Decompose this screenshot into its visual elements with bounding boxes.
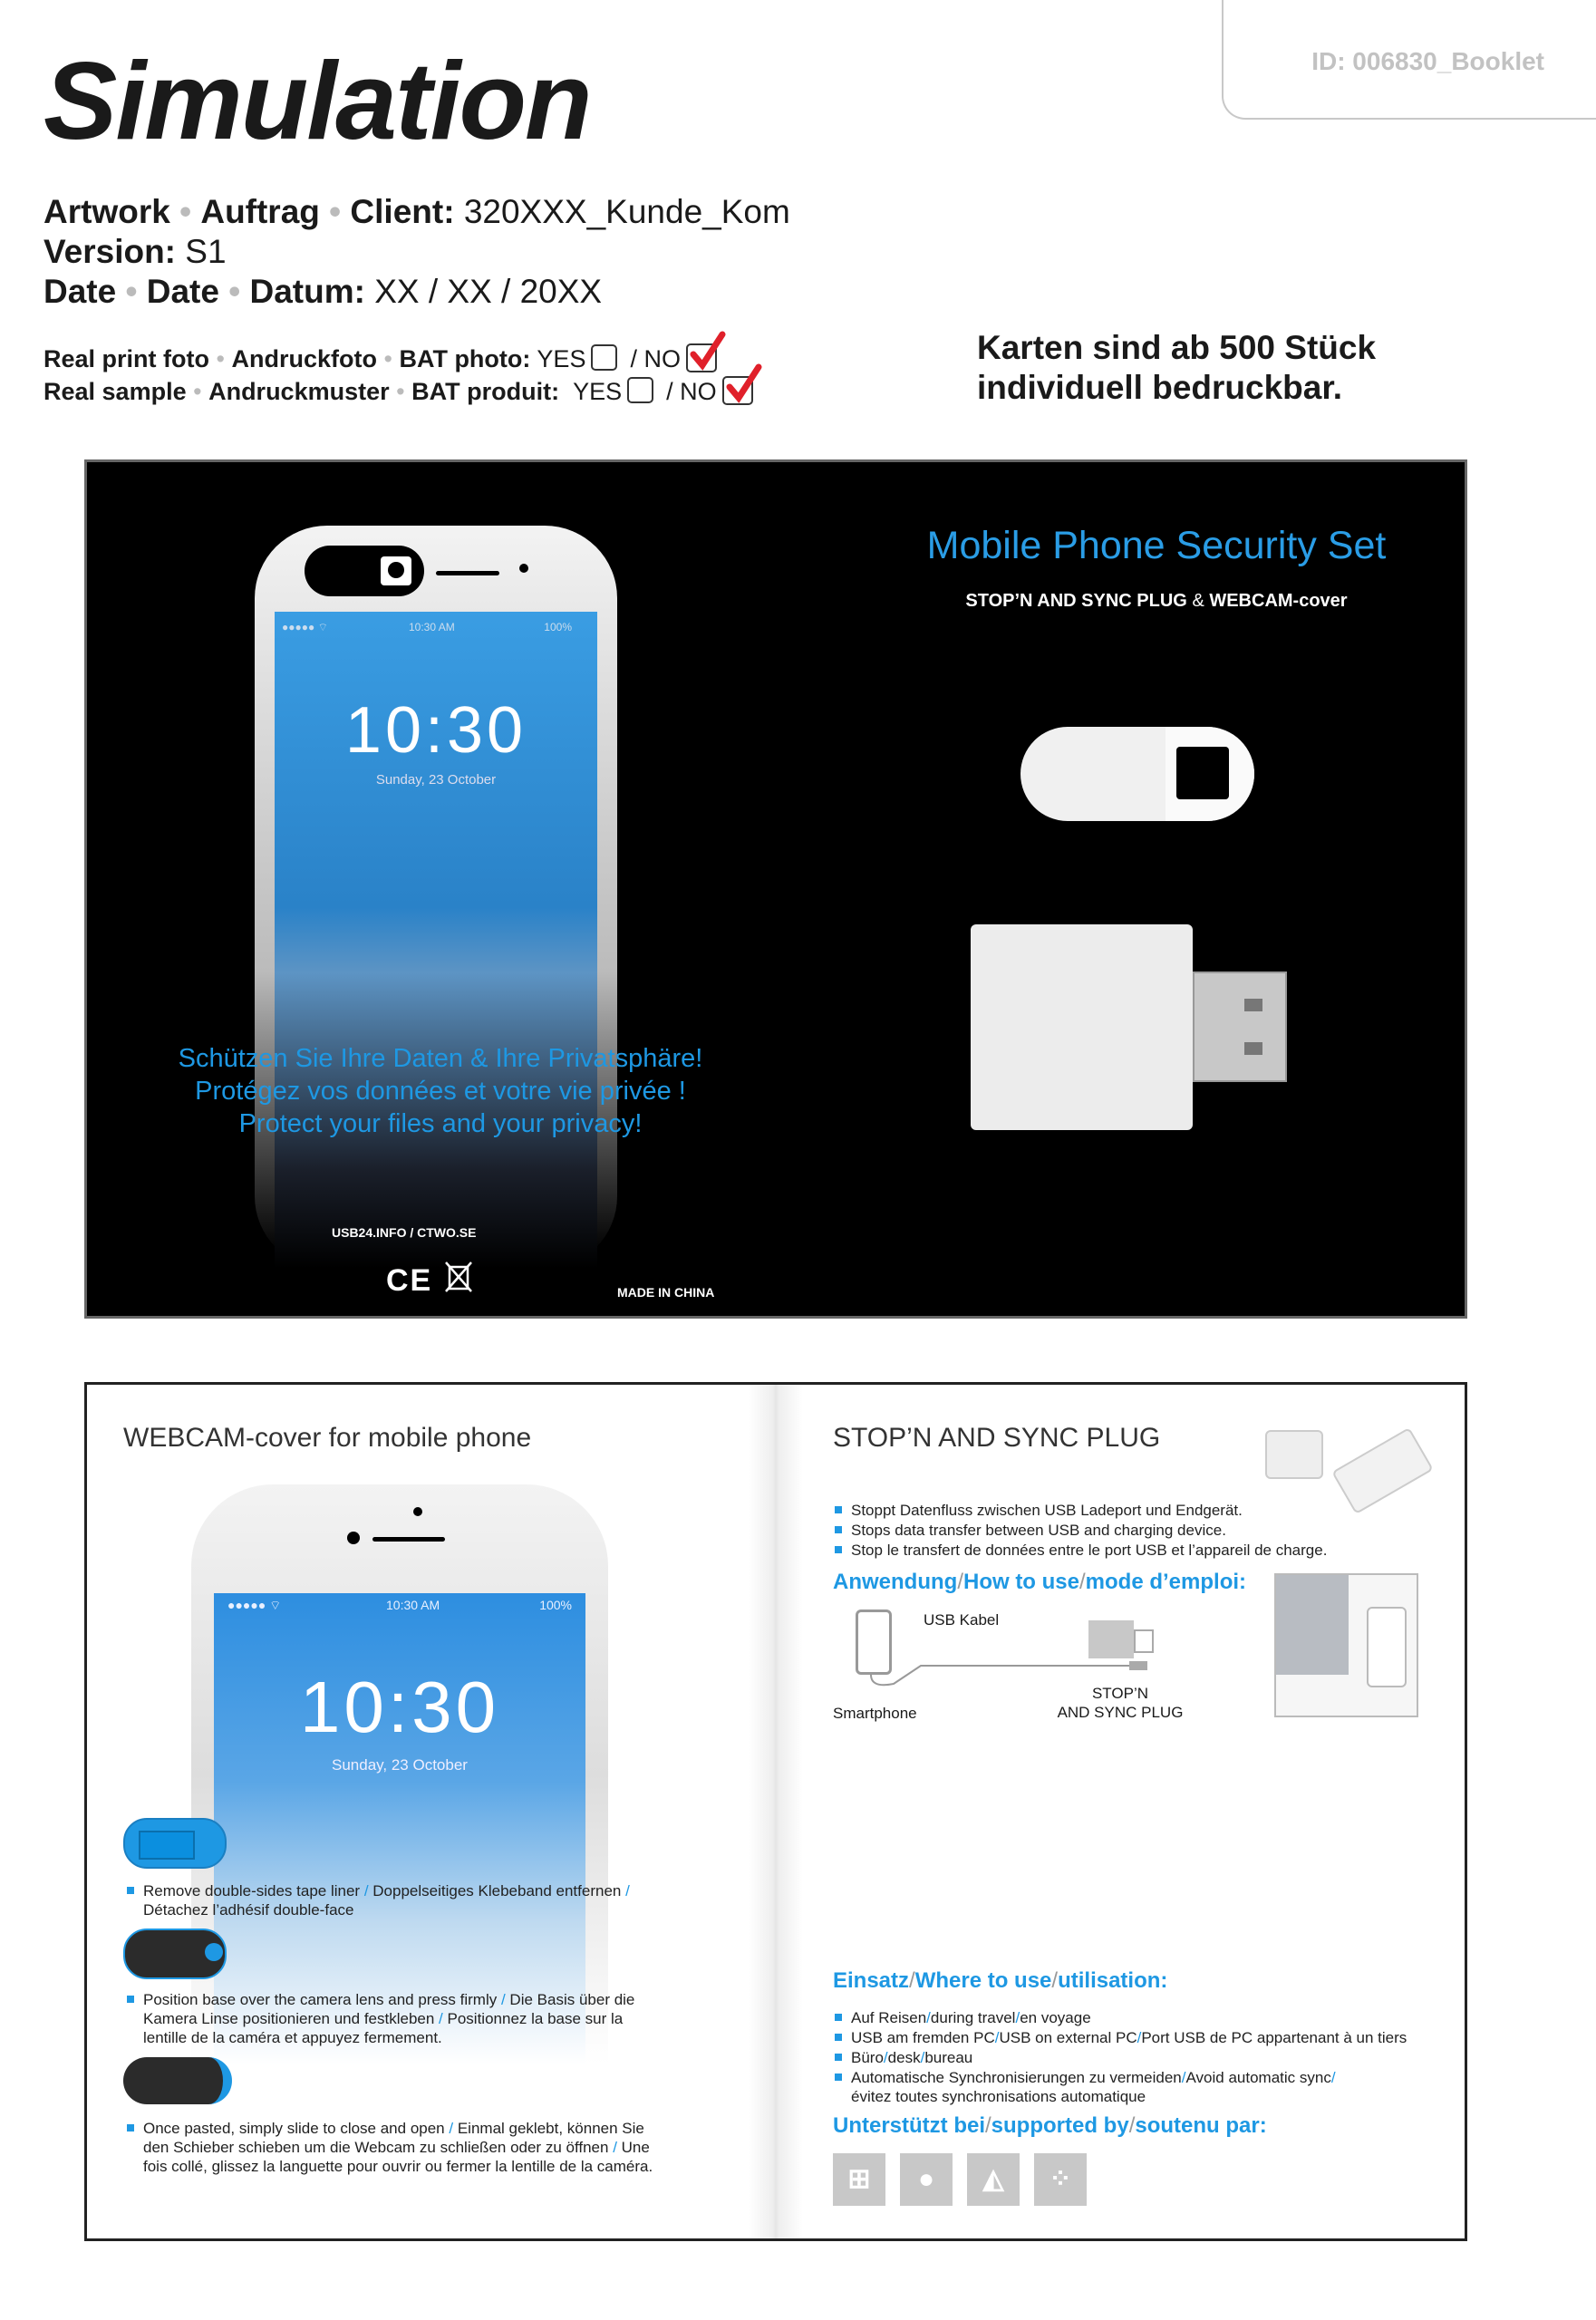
step-text: Die Basis über die Kamera Linse positionieren und festkleben — [143, 1991, 635, 2027]
id-label: ID: 006830_Booklet — [1311, 47, 1544, 75]
usage-text: USB on external PC — [999, 2029, 1137, 2046]
feature-bullet — [851, 1541, 1327, 1560]
step-text: Doppelseitiges Klebeband entfernen — [368, 1882, 626, 1900]
ce-mark — [386, 1260, 474, 1299]
no-label: / NO — [666, 378, 717, 405]
phone-clock: 10:30 — [344, 694, 527, 767]
apple-icon: ● — [900, 2153, 953, 2206]
date-label-1: Date — [44, 273, 117, 310]
version-value: S1 — [185, 233, 227, 270]
phone-speaker — [436, 571, 499, 575]
yes-checkbox[interactable] — [627, 377, 653, 403]
usage-item: Büro/desk/bureau — [851, 2048, 972, 2067]
meta-line-1: Artwork • Auftrag • Client: 320XXX_Kunde_Kom — [44, 193, 790, 230]
no-label: / NO — [630, 345, 681, 372]
product-card — [84, 459, 1467, 1319]
phone-sensor — [519, 564, 528, 573]
phone-illustration: ●●●●● ⌔ 10:30 AM 100% 10:30 Sunday, 23 October — [255, 526, 617, 1269]
step-text: Einmal geklebt, können Sie den Schieber schieben um die Webcam zu schließen oder zu öffnen — [143, 2120, 644, 2156]
phone-illustration-2: ●●●●● ⌔ 10:30 AM 100% 10:30 Sunday, 23 October — [191, 1484, 608, 2064]
made-in-label: MADE IN CHINA — [617, 1285, 715, 1300]
step-text: Remove double-sides tape liner — [143, 1882, 364, 1900]
step-text: Positionnez la base sur la lentille de la caméra et appuyez fermement. — [143, 2010, 624, 2046]
usage-text: en voyage — [1020, 2009, 1091, 2026]
subtitle-part: STOP’N AND SYNC PLUG — [965, 591, 1187, 611]
webcam-cover-product — [1020, 727, 1254, 821]
windows-icon: ⊞ — [833, 2153, 885, 2206]
yes-checkbox[interactable] — [591, 344, 617, 371]
feature-text: Stop le transfert de données entre le port USB et l’appareil de charge. — [851, 1542, 1328, 1559]
website-text: USB24.INFO / CTWO.SE — [332, 1225, 477, 1240]
usage-text: Automatische Synchronisierungen zu vermeiden — [851, 2069, 1182, 2086]
status-battery: 100% — [544, 621, 572, 633]
android-icon: ◭ — [967, 2153, 1020, 2206]
card-subtitle — [885, 591, 1428, 612]
datum-label: Datum: — [249, 273, 365, 310]
auftrag-label: Auftrag — [200, 193, 320, 230]
plug-diagram-icon — [1088, 1620, 1134, 1658]
protect-en: Protect your files and your privacy! — [238, 1109, 643, 1138]
smartphone-label: Smartphone — [833, 1705, 917, 1722]
no-checkbox-checked[interactable] — [722, 376, 753, 405]
usage-item: USB am fremden PC/USB on external PC/Port USB de PC appartenant à un tiers — [851, 2028, 1407, 2047]
ce-icon: CE — [386, 1263, 433, 1298]
cards-note-line: individuell bedruckbar. — [977, 369, 1342, 406]
heading-part: soutenu par: — [1135, 2113, 1267, 2138]
status-time: 10:30 AM — [409, 621, 455, 633]
booklet-spread — [84, 1382, 1467, 2241]
usage-text: bureau — [924, 2049, 973, 2066]
heading-part: How to use — [962, 1570, 1079, 1594]
slash: / — [625, 1882, 630, 1900]
card-title: Mobile Phone Security Set — [926, 524, 1387, 567]
step-text: Once pasted, simply slide to close and open — [143, 2120, 450, 2137]
usage-text: Avoid automatic sync — [1185, 2069, 1331, 2086]
usage-text: USB am fremden PC — [851, 2029, 995, 2046]
protect-fr: Protégez vos données et votre vie privée ! — [195, 1077, 686, 1106]
usage-item: Auf Reisen/during travel/en voyage — [851, 2008, 1091, 2027]
heading-part: Einsatz — [833, 1968, 910, 1993]
step-3-text — [143, 2119, 660, 2176]
date-label-2: Date — [146, 273, 219, 310]
os-icons — [833, 2153, 1101, 2210]
feature-bullet — [851, 1501, 1243, 1520]
feature-bullet — [851, 1521, 1226, 1540]
approval-label: Andruckmuster — [208, 378, 390, 405]
step-text: Position base over the camera lens and press firmly — [143, 1991, 501, 2008]
usb-plug-connector — [1193, 972, 1287, 1082]
step-text: Détachez l’adhésif double-face — [143, 1901, 354, 1919]
plug-label-line: AND SYNC PLUG — [1057, 1704, 1184, 1721]
approval-label: BAT photo: — [399, 345, 531, 372]
cards-note-line: Karten sind ab 500 Stück — [977, 329, 1377, 366]
phone-date-2: Sunday, 23 October — [332, 1756, 468, 1774]
blackberry-icon: ⁘ — [1034, 2153, 1087, 2206]
plug-large-image — [1331, 1427, 1434, 1514]
cover-step-2-image — [123, 1928, 227, 1979]
step-1-text — [143, 1881, 705, 1919]
heading-part: Where to use — [914, 1968, 1052, 1993]
heading-part: Unterstützt bei — [833, 2113, 985, 2138]
cover-step-1-image — [123, 1818, 227, 1869]
usage-photo — [1274, 1573, 1418, 1717]
usage-text: desk — [887, 2049, 921, 2066]
meta-line-2 — [44, 232, 227, 272]
slash: / — [500, 1991, 506, 2008]
usage-text: during travel — [930, 2009, 1016, 2026]
approval-label: Andruckfoto — [231, 345, 377, 372]
how-to-use-heading: Anwendung/How to use/mode d’emploi: — [833, 1570, 1247, 1594]
approval-row-photo: Real print foto • Andruckfoto • BAT photo: YES / NO — [44, 343, 717, 375]
usage-text: évitez toutes synchronisations automatique — [851, 2088, 1146, 2105]
checkmark-icon — [690, 331, 726, 371]
usage-text: Auf Reisen — [851, 2009, 927, 2026]
artwork-label: Artwork — [44, 193, 170, 230]
subtitle-part: WEBCAM-cover — [1209, 591, 1348, 611]
approval-label: Real sample — [44, 378, 187, 405]
client-value: 320XXX_Kunde_Kom — [463, 193, 790, 230]
approval-label: Real print foto — [44, 345, 209, 372]
supported-by-heading: Unterstützt bei/supported by/soutenu par: — [833, 2113, 1267, 2138]
webcam-cover-on-phone — [305, 546, 424, 596]
feature-text: Stops data transfer between USB and charging device. — [851, 1522, 1226, 1539]
client-label: Client: — [350, 193, 455, 230]
protect-text — [160, 1042, 721, 1140]
where-to-use-heading: Einsatz/Where to use/utilisation: — [833, 1968, 1168, 1993]
subtitle-amp: & — [1192, 591, 1204, 611]
id-tab — [1222, 0, 1596, 120]
heading-part: supported by — [991, 2113, 1129, 2138]
usage-text: Büro — [851, 2049, 884, 2066]
right-heading: STOP’N AND SYNC PLUG — [833, 1423, 1161, 1453]
slash: / — [449, 2120, 454, 2137]
yes-label: YES — [537, 345, 586, 372]
booklet-fold — [749, 1385, 803, 2238]
phone-sensor-2 — [413, 1507, 422, 1516]
datum-value: XX / XX / 20XX — [374, 273, 603, 310]
approval-row-sample: Real sample • Andruckmuster • BAT produit: YES / NO — [44, 375, 753, 408]
approval-label: BAT produit: — [411, 378, 560, 405]
cards-note — [977, 328, 1376, 408]
page-title: Simulation — [44, 39, 591, 162]
step-2-text — [143, 1990, 651, 2047]
heading-part: Anwendung — [833, 1570, 958, 1594]
phone-camera-2 — [347, 1532, 360, 1544]
usage-item: Automatische Synchronisierungen zu vermeiden/Avoid automatic sync/ évitez toutes synchronisations automatique — [851, 2068, 1431, 2106]
weee-bin-icon — [443, 1260, 474, 1294]
usb-plug-body — [971, 924, 1193, 1130]
slash: / — [439, 2010, 443, 2027]
slash: / — [613, 2139, 617, 2156]
usage-text: Port USB de PC appartenant à un tiers — [1141, 2029, 1407, 2046]
no-checkbox-checked[interactable] — [686, 343, 717, 372]
heading-part: utilisation: — [1058, 1968, 1168, 1993]
heading-part: mode d’emploi: — [1085, 1570, 1247, 1594]
plug-label-line: STOP’N — [1091, 1685, 1149, 1702]
cover-step-3-image — [123, 2057, 232, 2104]
status-time: 10:30 AM — [386, 1598, 440, 1612]
yes-label: YES — [573, 378, 623, 405]
usb-cable-label: USB Kabel — [924, 1611, 1000, 1629]
status-battery: 100% — [539, 1598, 572, 1612]
step-text: Une fois collé, glissez la languette pour ouvrir ou fermer la lentille de la caméra. — [143, 2139, 653, 2175]
left-heading: WEBCAM-cover for mobile phone — [123, 1423, 532, 1453]
plug-label — [1048, 1684, 1193, 1722]
plug-small-image — [1265, 1430, 1323, 1479]
slash: / — [363, 1882, 369, 1900]
phone-clock-2: 10:30 — [299, 1667, 500, 1747]
protect-de: Schützen Sie Ihre Daten & Ihre Privatsphäre! — [178, 1044, 703, 1073]
phone-speaker-2 — [372, 1537, 445, 1542]
checkmark-icon — [726, 363, 762, 403]
version-label: Version: — [44, 233, 176, 270]
meta-line-3: Date • Date • Datum: XX / XX / 20XX — [44, 273, 603, 310]
feature-text: Stoppt Datenfluss zwischen USB Ladeport und Endgerät. — [851, 1502, 1243, 1519]
phone-date: Sunday, 23 October — [375, 772, 497, 788]
plug-diagram-connector — [1134, 1629, 1154, 1653]
